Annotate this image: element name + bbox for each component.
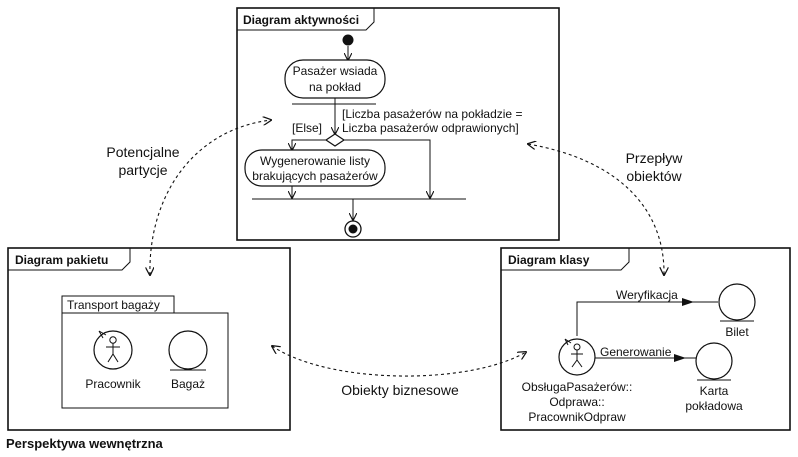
action-generate-line1: Wygenerowanie listy <box>260 154 370 168</box>
entity-icon <box>169 331 207 370</box>
activity-diagram-frame <box>237 8 559 240</box>
worker-line3: PracownikOdpraw <box>528 410 626 424</box>
class-diagram-title: Diagram klasy <box>508 253 590 267</box>
worker-line1: ObsługaPasażerów:: <box>521 380 633 394</box>
entity-icon-boarding-pass <box>696 343 732 380</box>
guard-line2: Liczba pasażerów odprawionych] <box>342 121 519 135</box>
action-boarding-line1: Pasażer wsiada <box>292 64 378 78</box>
initial-node <box>343 35 354 46</box>
worker-line2: Odprawa:: <box>549 395 605 409</box>
guard-line1: [Liczba pasażerów na pokładzie = <box>342 107 523 121</box>
assoc-verification: Weryfikacja <box>616 288 678 302</box>
entity-icon-ticket <box>719 284 755 321</box>
actor-label: Pracownik <box>85 377 141 391</box>
package-diagram-title: Diagram pakietu <box>15 253 109 267</box>
action-generate-line2: brakujących pasażerów <box>252 169 378 183</box>
decision-node <box>326 134 344 146</box>
else-guard: [Else] <box>292 121 323 135</box>
entity-boarding-line2: pokładowa <box>685 399 743 413</box>
label-business-objects: Obiekty biznesowe <box>341 382 459 398</box>
actor-icon <box>94 331 132 369</box>
assoc-generation: Generowanie <box>600 345 672 359</box>
entity-ticket-label: Bilet <box>725 325 749 339</box>
label-perspective: Perspektywa wewnętrzna <box>6 436 163 451</box>
entity-boarding-line1: Karta <box>699 384 729 398</box>
activity-diagram-title: Diagram aktywności <box>243 13 360 27</box>
label-potential-line1: Potencjalne <box>106 144 180 160</box>
label-flow-line2: obiektów <box>626 168 682 184</box>
package-diagram-frame <box>8 248 290 430</box>
link-business-objects <box>272 346 526 376</box>
action-boarding-line2: na pokład <box>308 80 362 94</box>
label-potential-line2: partycje <box>118 162 168 178</box>
package-name: Transport bagaży <box>67 298 160 312</box>
actor-icon-checkin <box>559 339 595 375</box>
label-flow-line1: Przepływ <box>625 150 683 166</box>
class-diagram-frame <box>501 248 790 430</box>
entity-label: Bagaż <box>170 377 206 391</box>
